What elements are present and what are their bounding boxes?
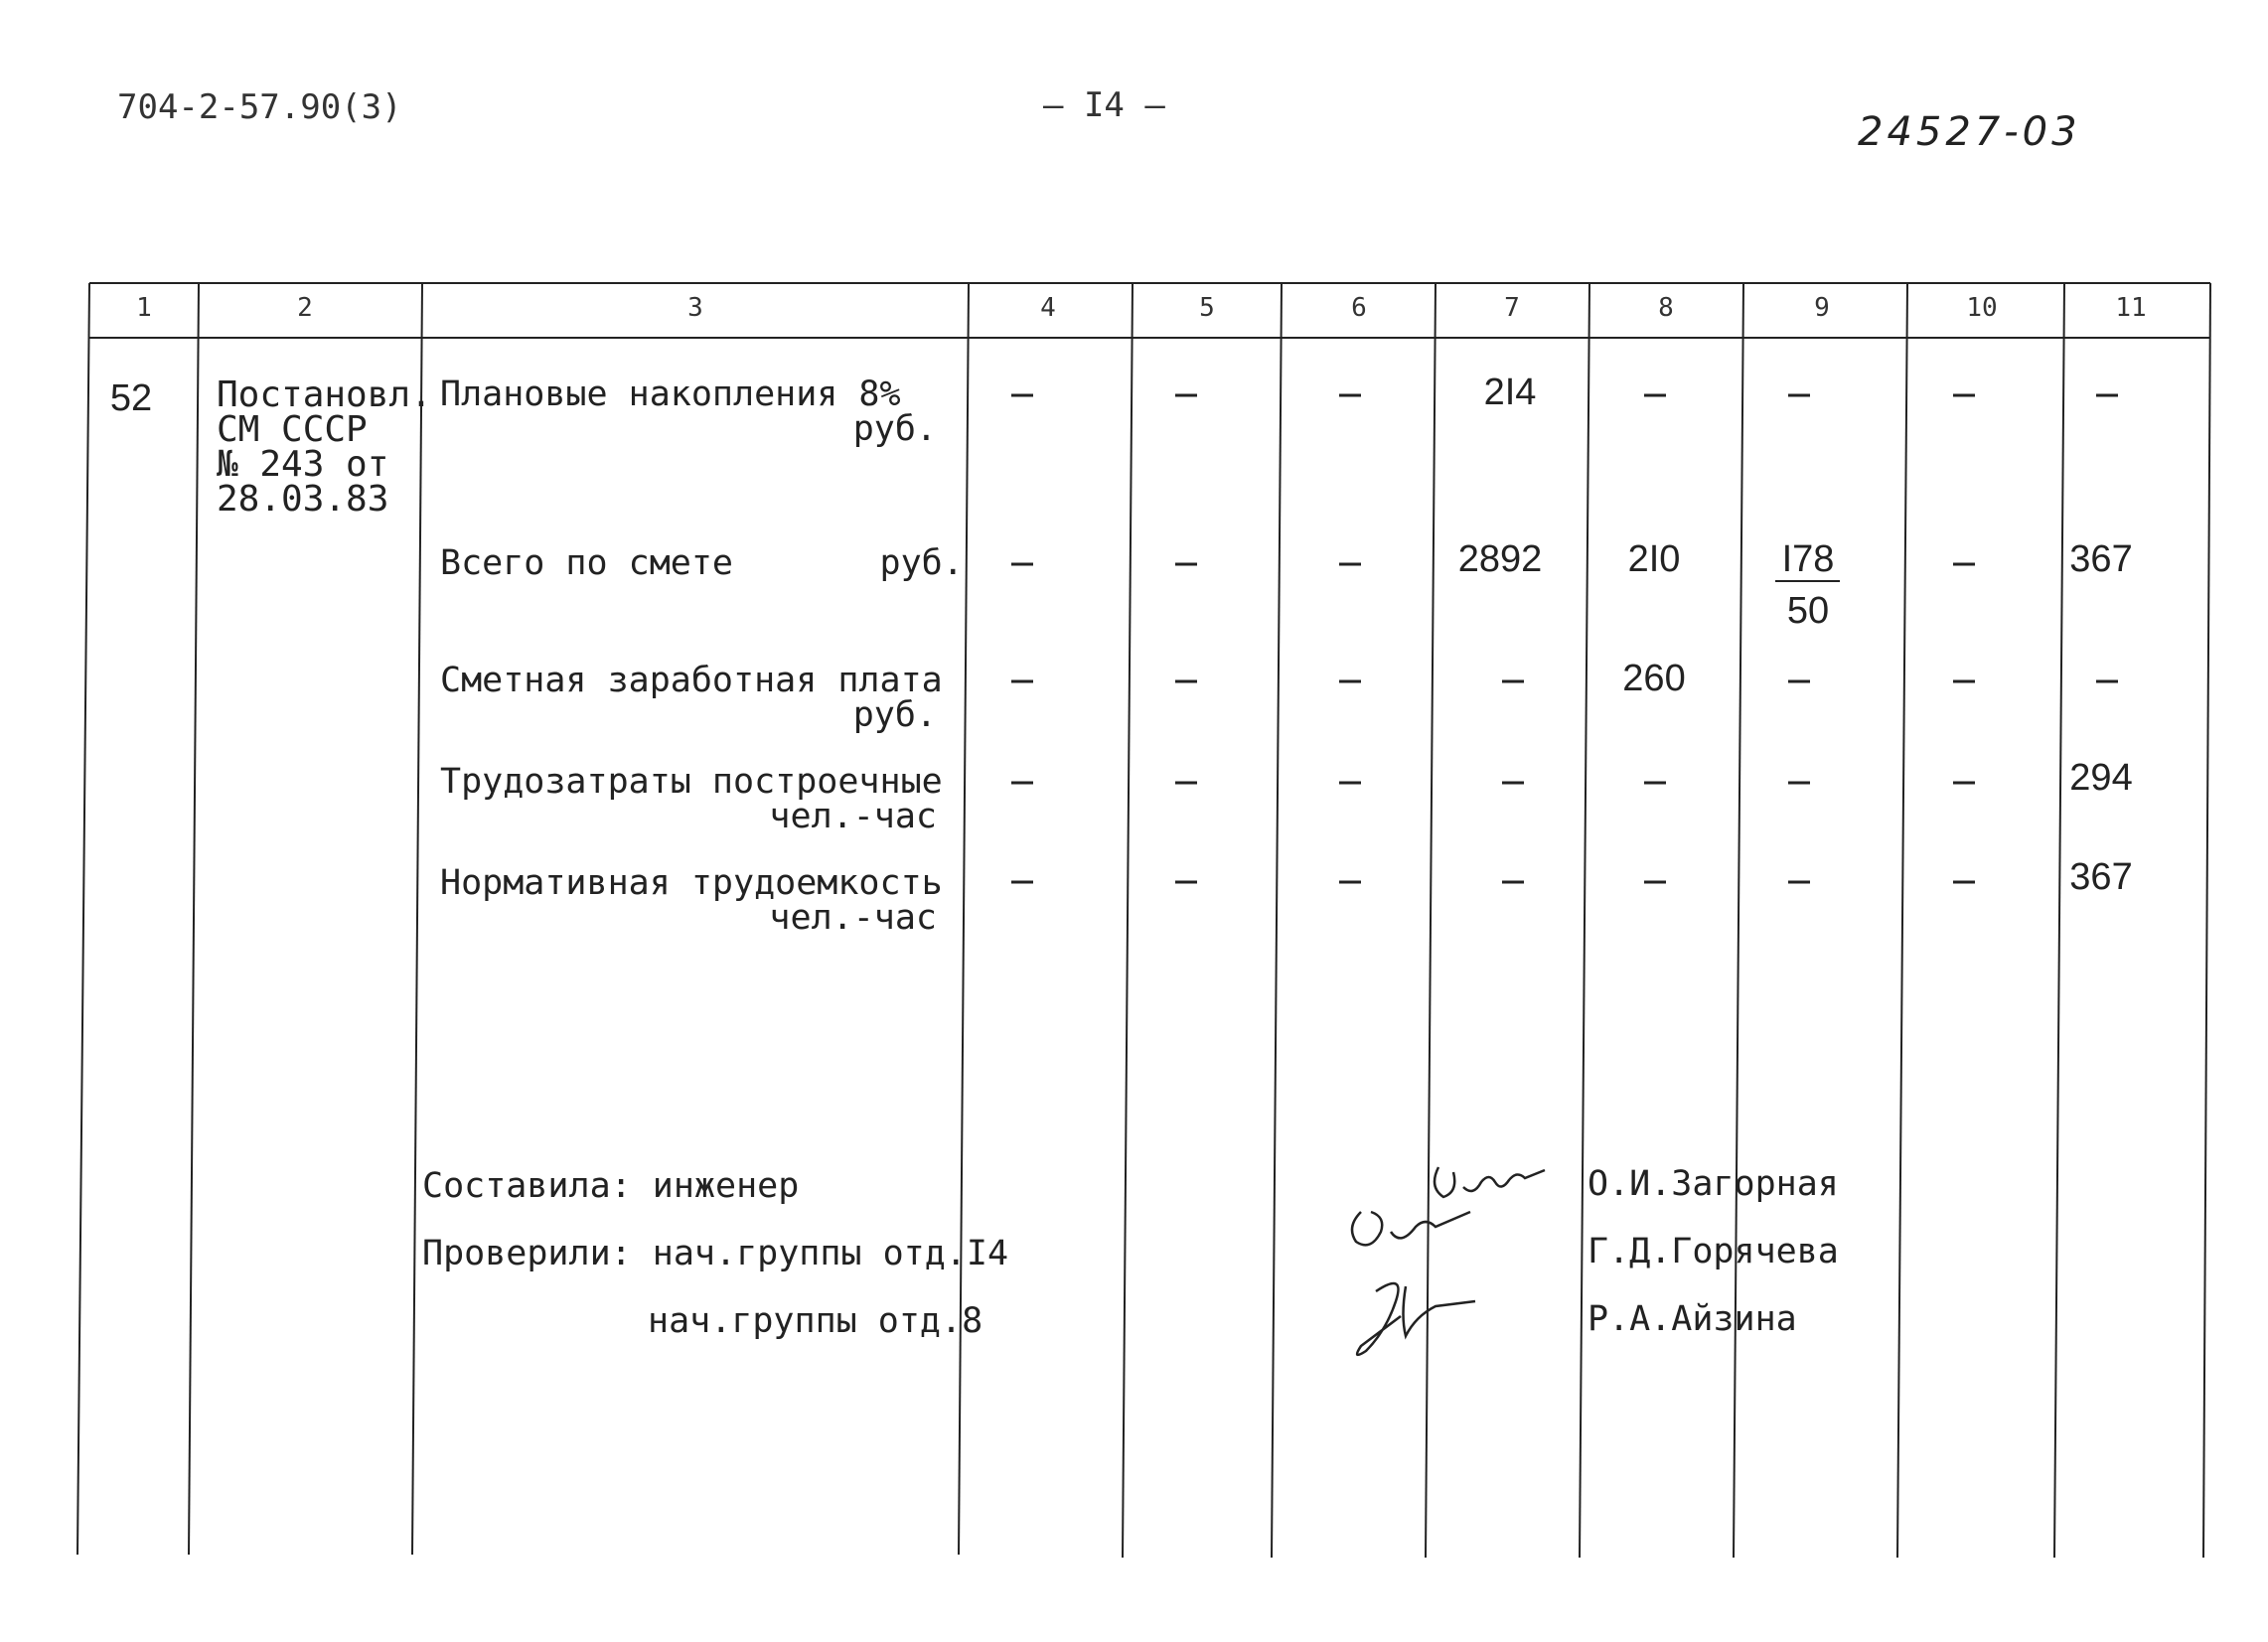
basis-line: № 243 от xyxy=(217,444,389,485)
column-number: 4 xyxy=(1040,293,1056,323)
column-number: 2 xyxy=(297,293,313,323)
row-description-unit: чел.-час xyxy=(769,797,937,836)
cell-value: 294 xyxy=(2069,757,2133,799)
column-number: 1 xyxy=(136,293,152,323)
cell-value: 2892 xyxy=(1457,538,1543,580)
basis-line: 28.03.83 xyxy=(217,479,389,520)
cell-value: I78 xyxy=(1781,538,1835,580)
signature-scribble xyxy=(1357,1283,1475,1355)
row-description-line: Всего по смете руб. xyxy=(440,543,964,583)
cell-value: 367 xyxy=(2069,856,2133,898)
column-number: 11 xyxy=(2115,293,2147,323)
cell-value: 2I4 xyxy=(1483,372,1537,413)
signature-name: Р.А.Айзина xyxy=(1588,1299,1797,1339)
signature-label: Проверили: нач.группы отд.I4 xyxy=(422,1234,1009,1273)
signature-name: Г.Д.Горячева xyxy=(1588,1232,1839,1271)
cell-value: 50 xyxy=(1786,590,1830,632)
row-description-line: Плановые накопления 8% xyxy=(440,374,901,414)
cell-value: 367 xyxy=(2069,538,2133,580)
signature-name: О.И.Загорная xyxy=(1588,1164,1839,1204)
row-number: 52 xyxy=(109,377,153,419)
signature-label: Составила: инженер xyxy=(422,1166,800,1206)
column-number: 9 xyxy=(1814,293,1830,323)
row-description-unit: руб. xyxy=(852,695,937,735)
row-description-line: Трудозатраты построечные xyxy=(440,762,943,802)
column-number: 5 xyxy=(1199,293,1215,323)
page-number: – I4 – xyxy=(1043,85,1165,125)
column-number: 6 xyxy=(1351,293,1367,323)
basis-line: Постановл. xyxy=(217,374,432,415)
document-code: 704-2-57.90(3) xyxy=(117,87,402,127)
basis-line: СМ СССР xyxy=(217,409,368,450)
inventory-number: 24527-03 xyxy=(1858,109,2081,155)
row-description-unit: чел.-час xyxy=(769,898,937,938)
column-number: 10 xyxy=(1966,293,1998,323)
row-description-line: Нормативная трудоемкость xyxy=(440,863,943,903)
row-description-line: Сметная заработная плата xyxy=(440,661,943,700)
cell-value: 2I0 xyxy=(1627,538,1681,580)
column-number: 3 xyxy=(687,293,703,323)
signature-scribble xyxy=(1435,1167,1545,1197)
signature-scribble xyxy=(1352,1212,1470,1245)
row-description-unit: руб. xyxy=(852,409,937,449)
column-number: 7 xyxy=(1504,293,1520,323)
cell-value: 260 xyxy=(1622,658,1686,699)
column-number: 8 xyxy=(1658,293,1674,323)
signature-label: нач.группы отд.8 xyxy=(648,1301,983,1341)
